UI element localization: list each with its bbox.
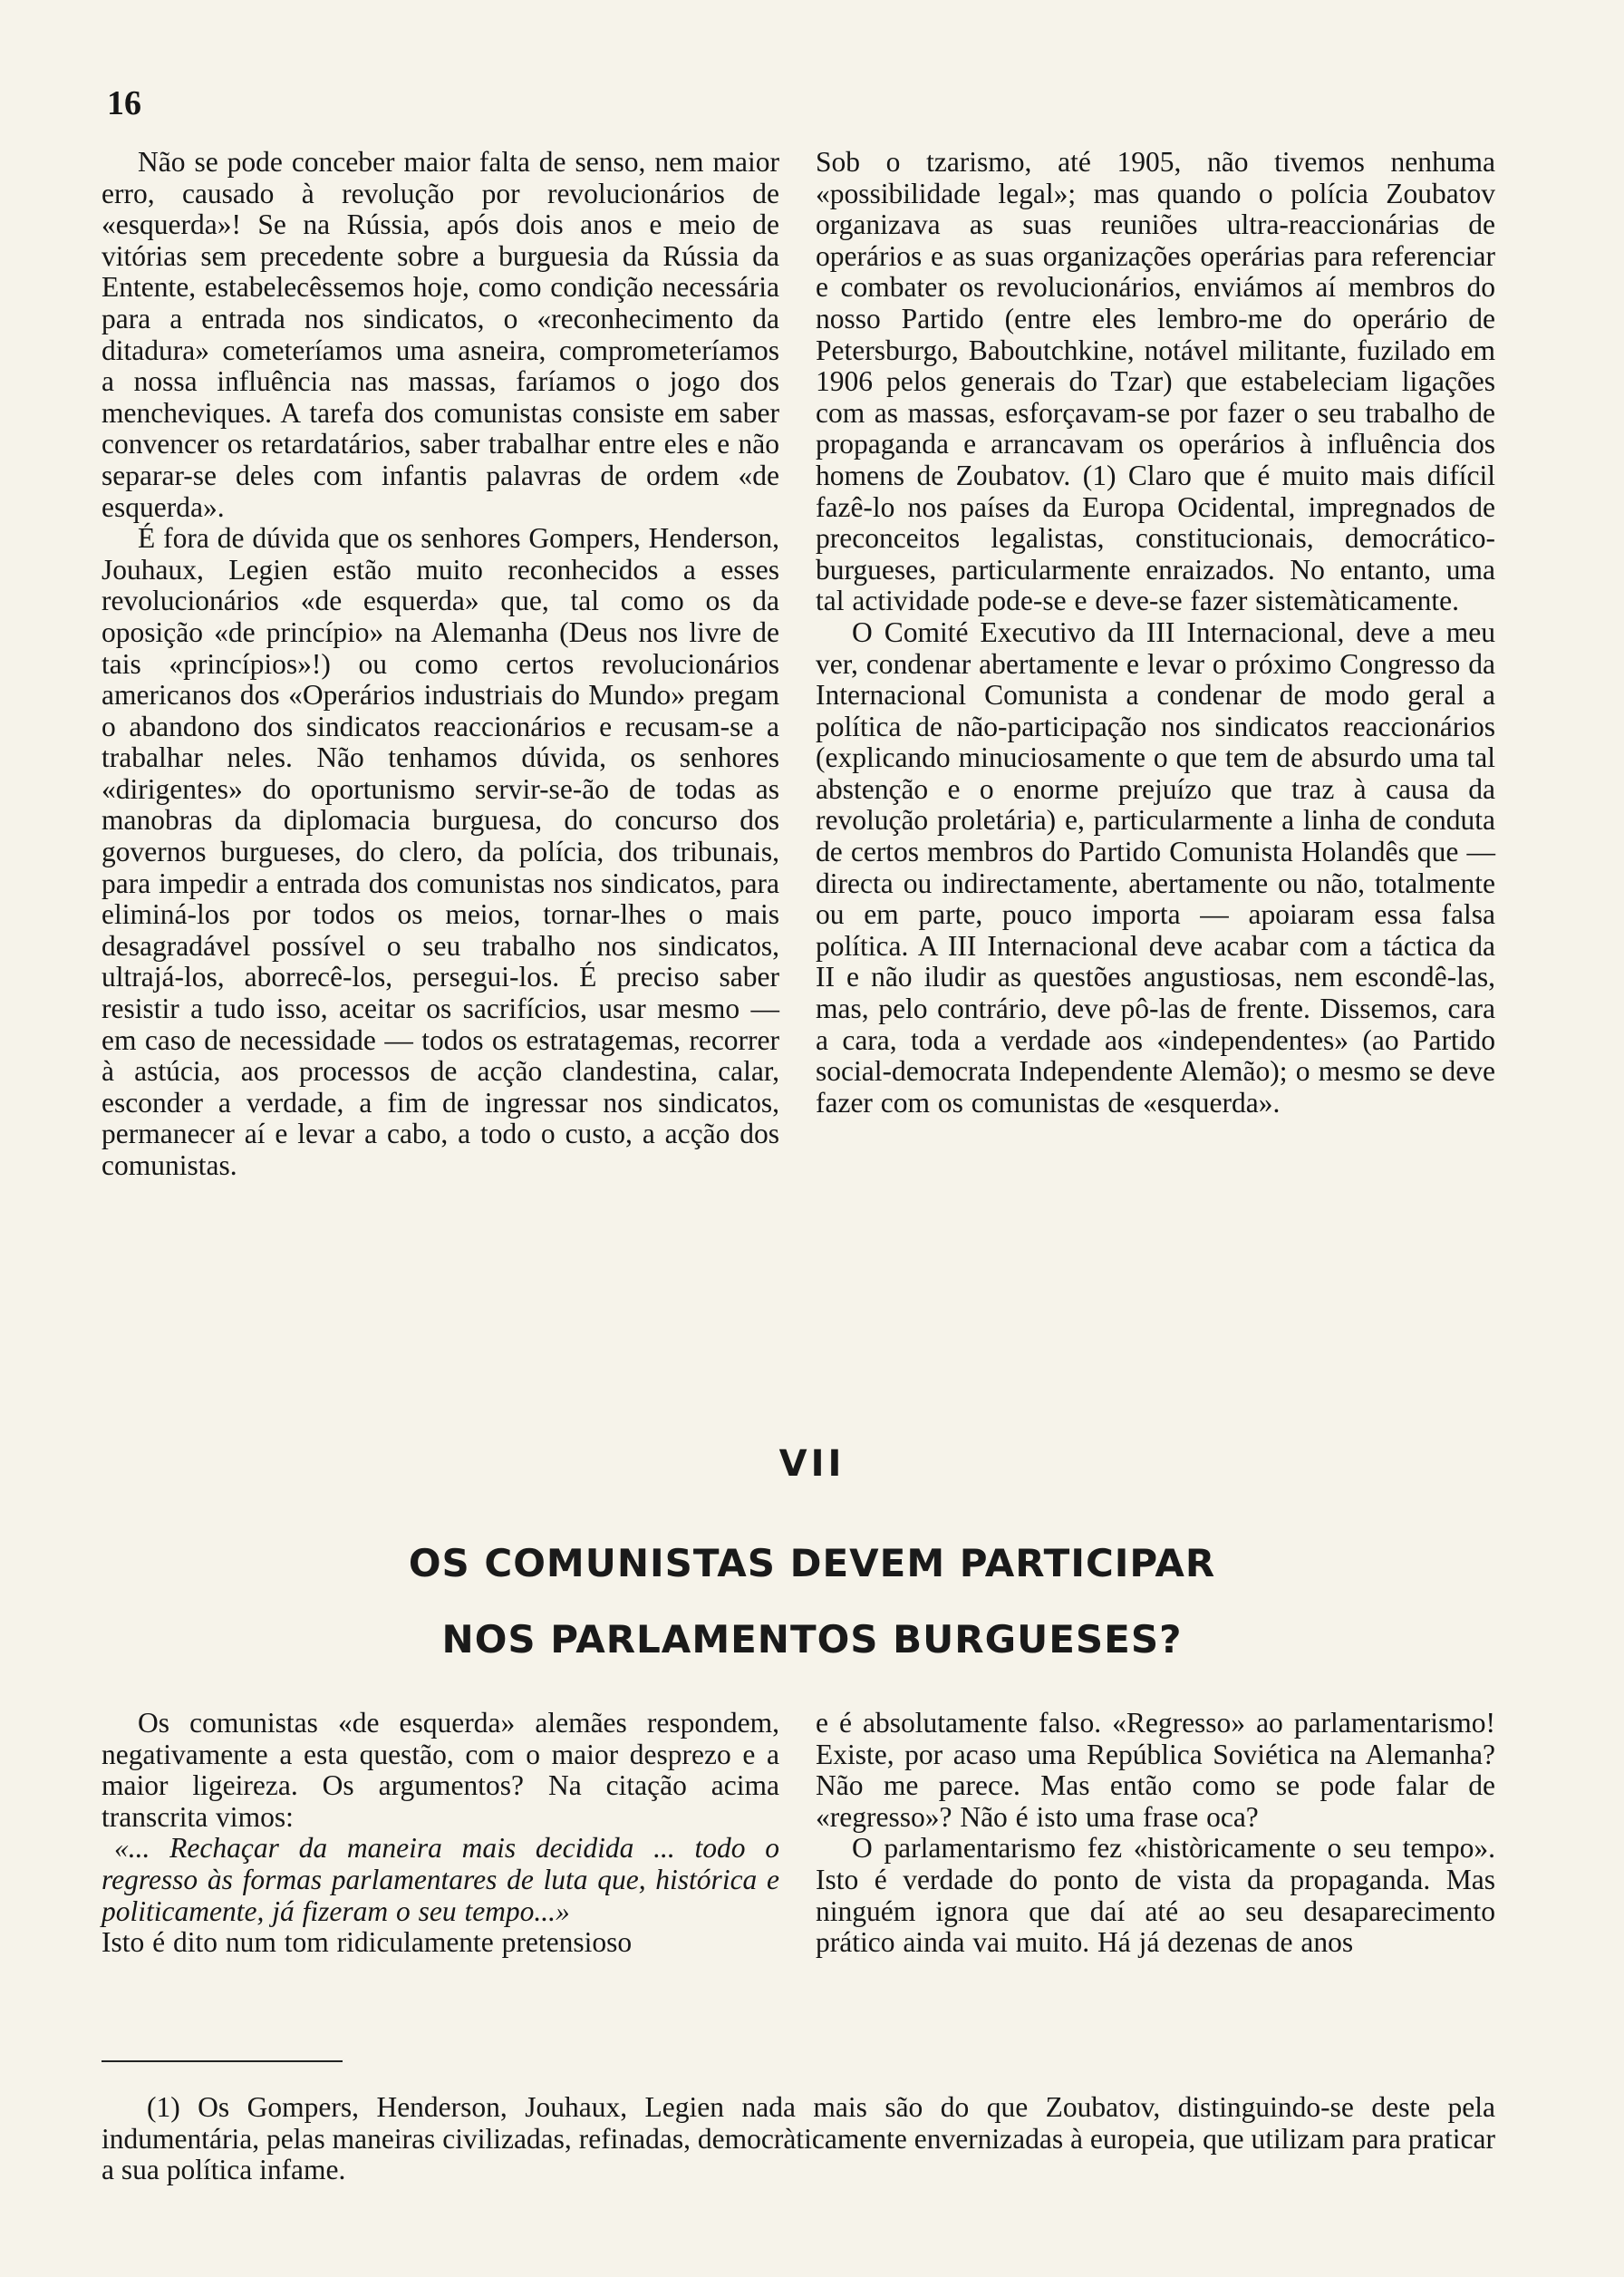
paragraph: Não se pode conceber maior falta de senso, nem maior erro, causado à revolução por revolucionários de «esquerda»! Se na Rússia, após dois anos e meio de vitórias sem precedente sobre a burguesia da Rússia da Entente, estabelecêssemos hoje, como condição necessária para a entrada nos sindicatos, o «reconhecimento da ditadura» cometeríamos uma asneira, comprometeríamos a nossa influência nas massas, faríamos o jogo dos mencheviques. A tarefa dos comunistas consiste em saber convencer os retardatários, saber trabalhar entre eles e não separar-se deles com infantis palavras de ordem «de esquerda». xyxy=(102,146,779,523)
column-top-right xyxy=(816,147,1495,1119)
paragraph: Os comunistas «de esquerda» alemães respondem, negativamente a esta questão, com o maior desprezo e a maior ligeireza. Os argumentos? Na citação acima transcrita vimos: xyxy=(102,1707,779,1833)
paragraph: É fora de dúvida que os senhores Gompers, Henderson, Jouhaux, Legien estão muito reconhecidos a esses revolucionários «de esquerda» que, tal como os da oposição «de princípio» na Alemanha (Deus nos livre de tais «princípios»!) ou como certos revolucionários americanos dos «Operários industriais do Mundo» pregam o abandono dos sindicatos reaccionários e recusam-se a trabalhar neles. Não tenhamos dúvida, os senhores «dirigentes» do oportunismo servir-se-ão de todas as manobras da diplomacia burguesa, do concurso dos governos burgueses, do clero, da polícia, dos tribunais, para impedir a entrada dos comunistas nos sindicatos, para eliminá-los por todos os meios, tornar-lhes o mais desagradável possível o seu trabalho nos sindicatos, ultrajá-los, aborrecê-los, persegui-los. É preciso saber resistir a tudo isso, aceitar os sacrifícios, usar mesmo — em caso de necessidade — todos os estratagemas, recorrer à astúcia, aos processos de acção clandestina, calar, esconder a verdade, a fim de ingressar nos sindicatos, permanecer aí e levar a cabo, a todo o custo, a acção dos comunistas. xyxy=(102,522,779,1181)
footnote-text: (1) Os Gompers, Henderson, Jouhaux, Legien nada mais são do que Zoubatov, distinguindo-se deste pela indumentária, pelas maneiras civilizadas, refinadas, democràticamente envernizadas à europeia, que utilizam para praticar a sua política infame. xyxy=(102,2091,1495,2186)
section-title-line-2: NOS PARLAMENTOS BURGUESES? xyxy=(441,1617,1183,1662)
paragraph: O Comité Executivo da III Internacional, deve a meu ver, condenar abertamente e levar o próximo Congresso da Internacional Comunista a condenar de modo geral a política de não-participação nos sindicatos reaccionários (explicando minuciosamente o que tem de absurdo uma tal abstenção e o enorme prejuízo que traz à causa da revolução proletária) e, particularmente a linha de conduta de certos membros do Partido Comunista Holandês que — directa ou indirectamente, abertamente ou não, totalmente ou em parte, pouco importa — apoiaram essa falsa política. A III Internacional deve acabar com a táctica da II e não iludir as questões angustiosas, nem escondê-las, mas, pelo contrário, deve pô-las de frente. Dissemos, cara a cara, toda a verdade aos «independentes» (ao Partido social-democrata Independente Alemão); o mesmo se deve fazer com os comunistas de «esquerda». xyxy=(816,615,1495,1119)
column-top-left xyxy=(102,147,779,1182)
section-numeral: VII xyxy=(778,1443,846,1485)
paragraph: Sob o tzarismo, até 1905, não tivemos nenhuma «possibilidade legal»; mas quando o polícia Zoubatov organizava as suas reuniões ultra-reaccionárias de operários e as suas organizações operárias para referenciar e combater os revolucionários, enviámos aí membros do nosso Partido (entre eles lembro-me do operário de Petersburgo, Baboutchkine, notável militante, fuzilado em 1906 pelos generais do Tzar) que estabeleciam ligações com as massas, esforçavam-se por fazer o seu trabalho de propaganda e arrancavam os operários à influência dos homens de Zoubatov. (1) Claro que é muito mais difícil fazê-lo nos países da Europa Ocidental, impregnados de preconceitos legalistas, constitucionais, democrático-burgueses, particularmente enraizados. No entanto, uma tal actividade pode-se e deve-se fazer sistemàticamente. xyxy=(816,146,1495,617)
paragraph: e é absolutamente falso. «Regresso» ao parlamentarismo! Existe, por acaso uma República Soviética na Alemanha? Não me parece. Mas então como se pode falar de «regresso»? Não é isto uma frase oca? xyxy=(816,1707,1495,1833)
footnote-divider xyxy=(102,2060,343,2062)
column-bottom-left xyxy=(102,1708,779,1959)
paragraph: O parlamentarismo fez «històricamente o seu tempo». Isto é verdade do ponto de vista da propaganda. Mas ninguém ignora que daí até ao seu desaparecimento prático ainda vai muito. Há já dezenas de anos xyxy=(816,1832,1495,1959)
footnote xyxy=(102,2092,1495,2186)
paragraph: Isto é dito num tom ridiculamente pretensioso xyxy=(102,1926,633,1959)
page-number: 16 xyxy=(107,84,141,122)
section-title-line-1: OS COMUNISTAS DEVEM PARTICIPAR xyxy=(408,1541,1216,1585)
quotation: «... Rechaçar da maneira mais decidida ... todo o regresso às formas parlamentares de luta que, histórica e politicamente, já fizeram o seu tempo...» xyxy=(102,1832,779,1927)
column-bottom-right xyxy=(816,1708,1495,1959)
